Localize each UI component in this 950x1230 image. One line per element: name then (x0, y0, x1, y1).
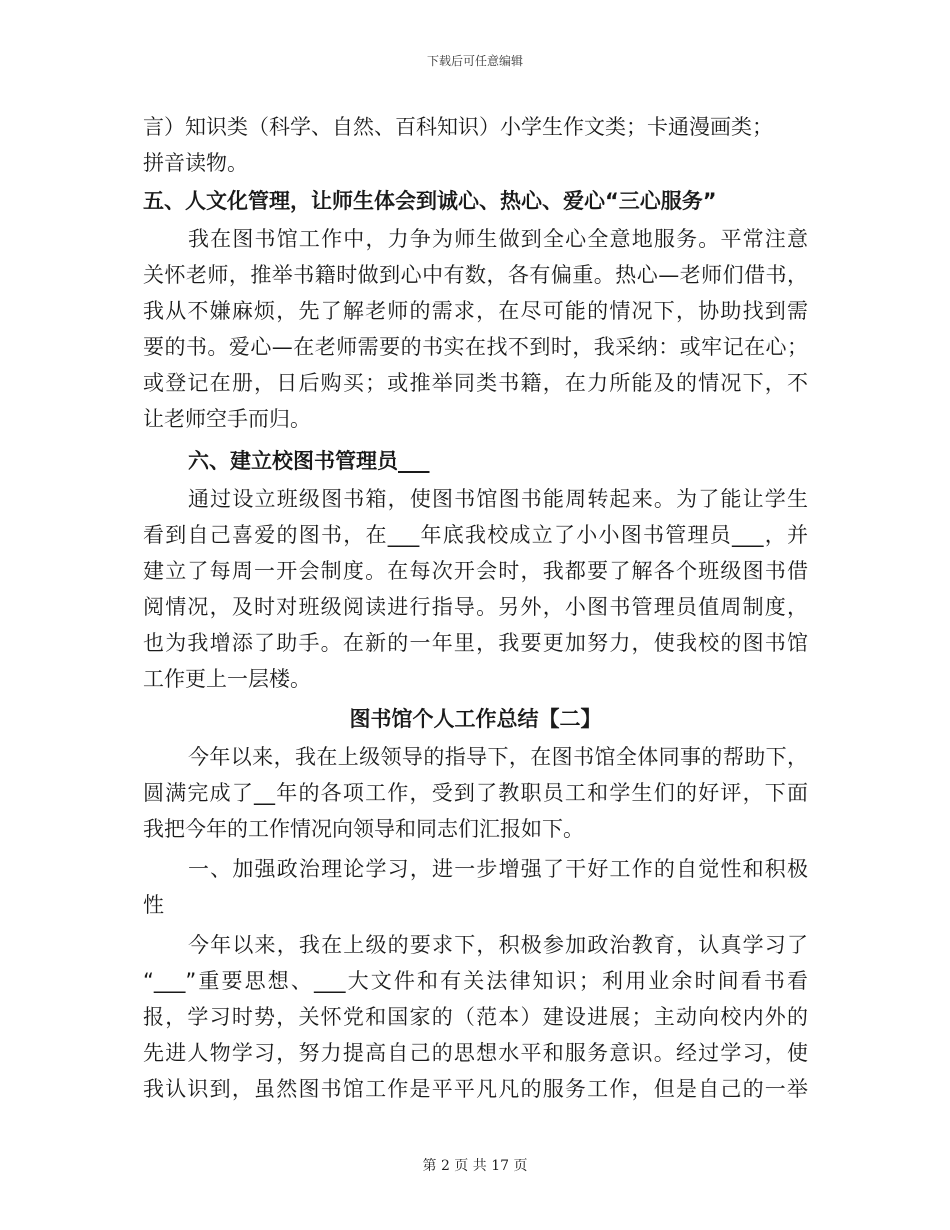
paragraph-line: 性 (143, 893, 164, 917)
page-footer: 第 2 页 共 17 页 (422, 1158, 528, 1174)
paragraph-line: 拼音读物。 (143, 151, 248, 175)
paragraph-line: 要的书。爱心—在老师需要的书实在找不到时，我采纳：或牢记在心； (143, 335, 808, 359)
paragraph-line: 报，学习时势，关怀党和国家的（范本）建设进展；主动向校内外的 (143, 1005, 808, 1029)
paragraph-line: “___”重要思想、___大文件和有关法律知识；利用业余时间看书看 (143, 969, 808, 993)
paragraph-line: 先进人物学习，努力提高自己的思想水平和服务意识。经过学习，使 (143, 1041, 808, 1065)
paragraph-line: 看到自己喜爱的图书，在___年底我校成立了小小图书管理员___，并 (143, 523, 808, 547)
paragraph-line: 我认识到，虽然图书馆工作是平平凡凡的服务工作，但是自己的一举 (143, 1077, 808, 1101)
paragraph-line: 今年以来，我在上级的要求下，积极参加政治教育，认真学习了 (188, 933, 808, 957)
paragraph-line: 阅情况，及时对班级阅读进行指导。另外，小图书管理员值周制度， (143, 595, 808, 619)
page-header: 下载后可任意编辑 (426, 54, 523, 68)
paragraph-line: 工作更上一层楼。 (143, 667, 311, 691)
paragraph-line: 通过设立班级图书箱，使图书馆图书能周转起来。为了能让学生 (188, 487, 808, 511)
paragraph-line: 一、加强政治理论学习，进一步增强了干好工作的自觉性和积极 (188, 857, 808, 881)
paragraph-line: 也为我增添了助手。在新的一年里，我要更加努力，使我校的图书馆 (143, 631, 808, 655)
paragraph-line: 或登记在册，日后购买；或推举同类书籍，在力所能及的情况下，不 (143, 371, 808, 395)
section-title: 图书馆个人工作总结【二】 (349, 707, 602, 731)
paragraph-line: 建立了每周一开会制度。在每次开会时，我都要了解各个班级图书借 (143, 559, 808, 583)
paragraph-line: 今年以来，我在上级领导的指导下，在图书馆全体同事的帮助下， (188, 745, 808, 769)
section-heading: 五、人文化管理，让师生体会到诚心、热心、爱心“三心服务” (143, 189, 717, 213)
section-heading: 六、建立校图书管理员___ (188, 449, 430, 473)
paragraph-line: 言）知识类（科学、自然、百科知识）小学生作文类；卡通漫画类； (143, 115, 773, 139)
paragraph-line: 让老师空手而归。 (143, 407, 311, 431)
paragraph-line: 圆满完成了__年的各项工作，受到了教职员工和学生们的好评，下面 (143, 781, 808, 805)
paragraph-line: 我从不嫌麻烦，先了解老师的需求，在尽可能的情况下，协助找到需 (143, 299, 808, 323)
paragraph-line: 关怀老师，推举书籍时做到心中有数，各有偏重。热心—老师们借书， (143, 263, 808, 287)
paragraph-line: 我把今年的工作情况向领导和同志们汇报如下。 (143, 817, 584, 841)
paragraph-line: 我在图书馆工作中，力争为师生做到全心全意地服务。平常注意 (188, 227, 808, 251)
